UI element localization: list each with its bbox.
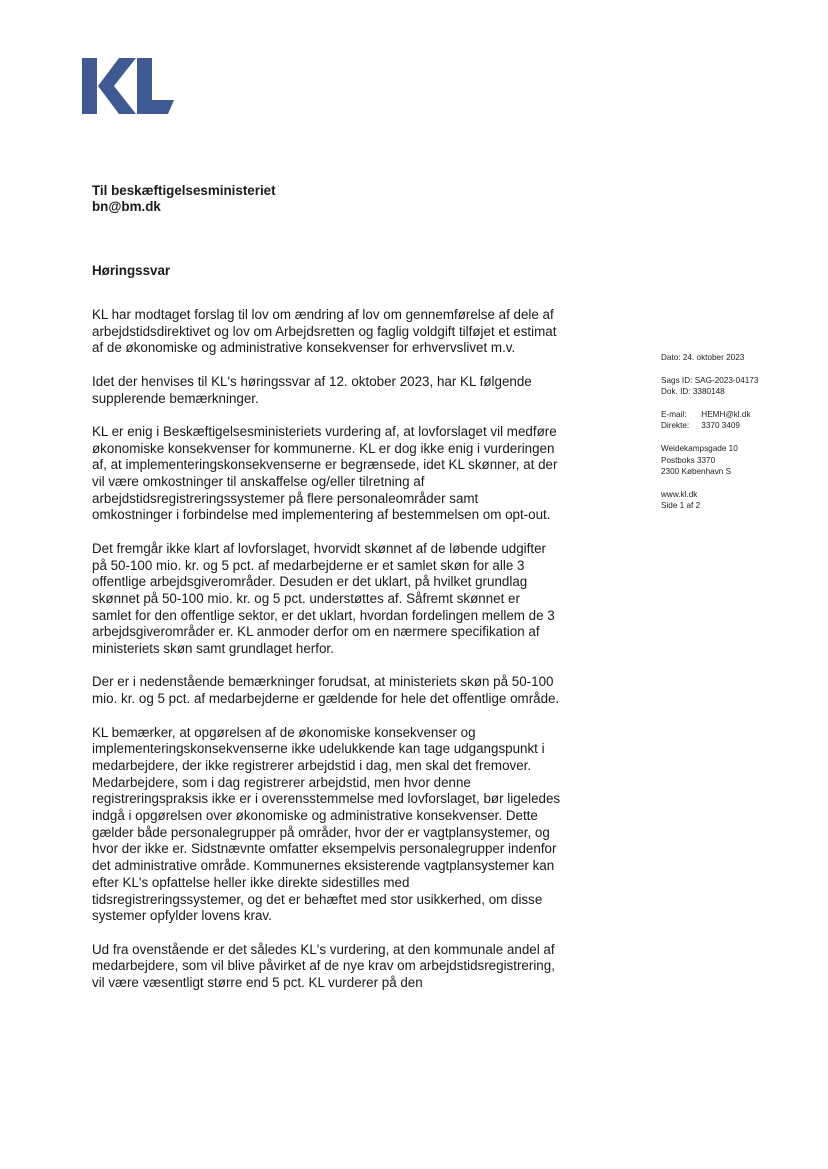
phone-value: 3370 3409 [701, 421, 740, 431]
paragraph: KL har modtaget forslag til lov om ændring af lov om gennemførelse af dele af arbejdstidsdirektivet og lov om Arbejdsretten og faglig voldgift tilføjet et estimat af de økonomiske og administrative konsekvenser for erhvervslivet m.v. [92, 307, 557, 356]
phone-label: Direkte: [661, 421, 690, 431]
email-label: E-mail: [661, 410, 687, 419]
date-value: 24. oktober 2023 [682, 353, 745, 362]
sidebar-metadata [661, 352, 758, 512]
kl-logo [82, 58, 174, 114]
email-value: HEMH@kl.dk [701, 410, 751, 419]
recipient-email: bn@bm.dk [92, 199, 161, 214]
address-line: 2300 København S [661, 467, 732, 477]
document-body [92, 307, 562, 1008]
paragraph: KL bemærker, at opgørelsen af de økonomiske konsekvenser og implementeringskonsekvenserne ikke udelukkende kan tage udgangspunkt i medarbejdere, der ikke registrerer arbejdstid i dag, men skal det fremover. Medarbejdere, som i dag registrerer arbejdstid, men hvor denne registreringspraksis ikke er i overensstemmelse med lovforslaget, bør ligeledes indgå i opgørelsen over økonomiske og administrative konsekvenser. Dette gælder både personalegrupper på områder, hvor der er vagtplansystemer, og hvor der ikke er. Sidstnævnte omfatter eksempelvis personalegrupper indenfor det administrative område. Kommunernes eksisterende vagtplansystemer kan efter KL's opfattelse heller ikke direkte sidestilles med tidsregistreringssystemer, og det er behæftet med stor usikkerhed, om disse systemer opfylder lovens krav. [92, 724, 561, 924]
footer-block [661, 489, 758, 512]
page-number: Side 1 af 2 [661, 501, 701, 511]
contact-block [661, 409, 758, 432]
address-block [661, 443, 758, 477]
doc-id-label: Dok. ID: [661, 387, 691, 397]
paragraph: Det fremgår ikke klart af lovforslaget, hvorvidt skønnet af de løbende udgifter på 50-100 mio. kr. og 5 pct. af medarbejderne er et samlet skøn for alle 3 offentlige arbejdsgiverområder. Desuden er det uklart, på hvilket grundlag skønnet på 50-100 mio. kr. og 5 pct. understøttes af. Såfremt skønnet er samlet for den offentlige sektor, er det uklart, hvordan fordelingen mellem de 3 arbejdsgiverområder er. KL anmoder derfor om en nærmere specifikation af ministeriets skøn samt grundlaget herfor. [92, 540, 555, 657]
address-line: Postboks 3370 [661, 455, 716, 465]
date-row [661, 352, 758, 363]
recipient-block [92, 183, 276, 215]
paragraph: Der er i nedenstående bemærkninger forudsat, at ministeriets skøn på 50-100 mio. kr. og 5 pct. af medarbejderne er gældende for hele det offentlige område. [92, 674, 560, 707]
paragraph: Ud fra ovenstående er det således KL's vurdering, at den kommunale andel af medarbejdere, som vil blive påvirket af de nye krav om arbejdstidsregistrering, vil være væsentligt større end 5 pct. KL vurderer på den [92, 941, 555, 991]
doc-id-value: 3380148 [692, 387, 725, 397]
address-line: Weidekampsgade 10 [661, 444, 738, 454]
document-title: Høringssvar [92, 263, 171, 278]
website: www.kl.dk [661, 489, 698, 499]
paragraph: KL er enig i Beskæftigelsesministeriets vurdering af, at lovforslaget vil medføre økonomiske konsekvenser for kommunerne. KL er dog ikke enig i vurderingen af, at implementeringskonsekvenserne er begrænsede, idet KL skønner, at der vil være omkostninger til anskaffelse og/eller tilretning af arbejdstidsregistreringssystemer på flere personaleområder samt omkostninger i forbindelse med implementering af bestemmelsen om opt-out. [92, 423, 558, 523]
date-label: Dato: [661, 353, 681, 362]
case-id-value: SAG-2023-04173 [694, 375, 759, 385]
recipient-name: Til beskæftigelsesministeriet [92, 183, 276, 198]
paragraph: Idet der henvises til KL's høringssvar af 12. oktober 2023, har KL følgende supplerende bemærkninger. [92, 373, 532, 406]
case-id-label: Sags ID: [661, 375, 693, 385]
id-block [661, 375, 758, 398]
